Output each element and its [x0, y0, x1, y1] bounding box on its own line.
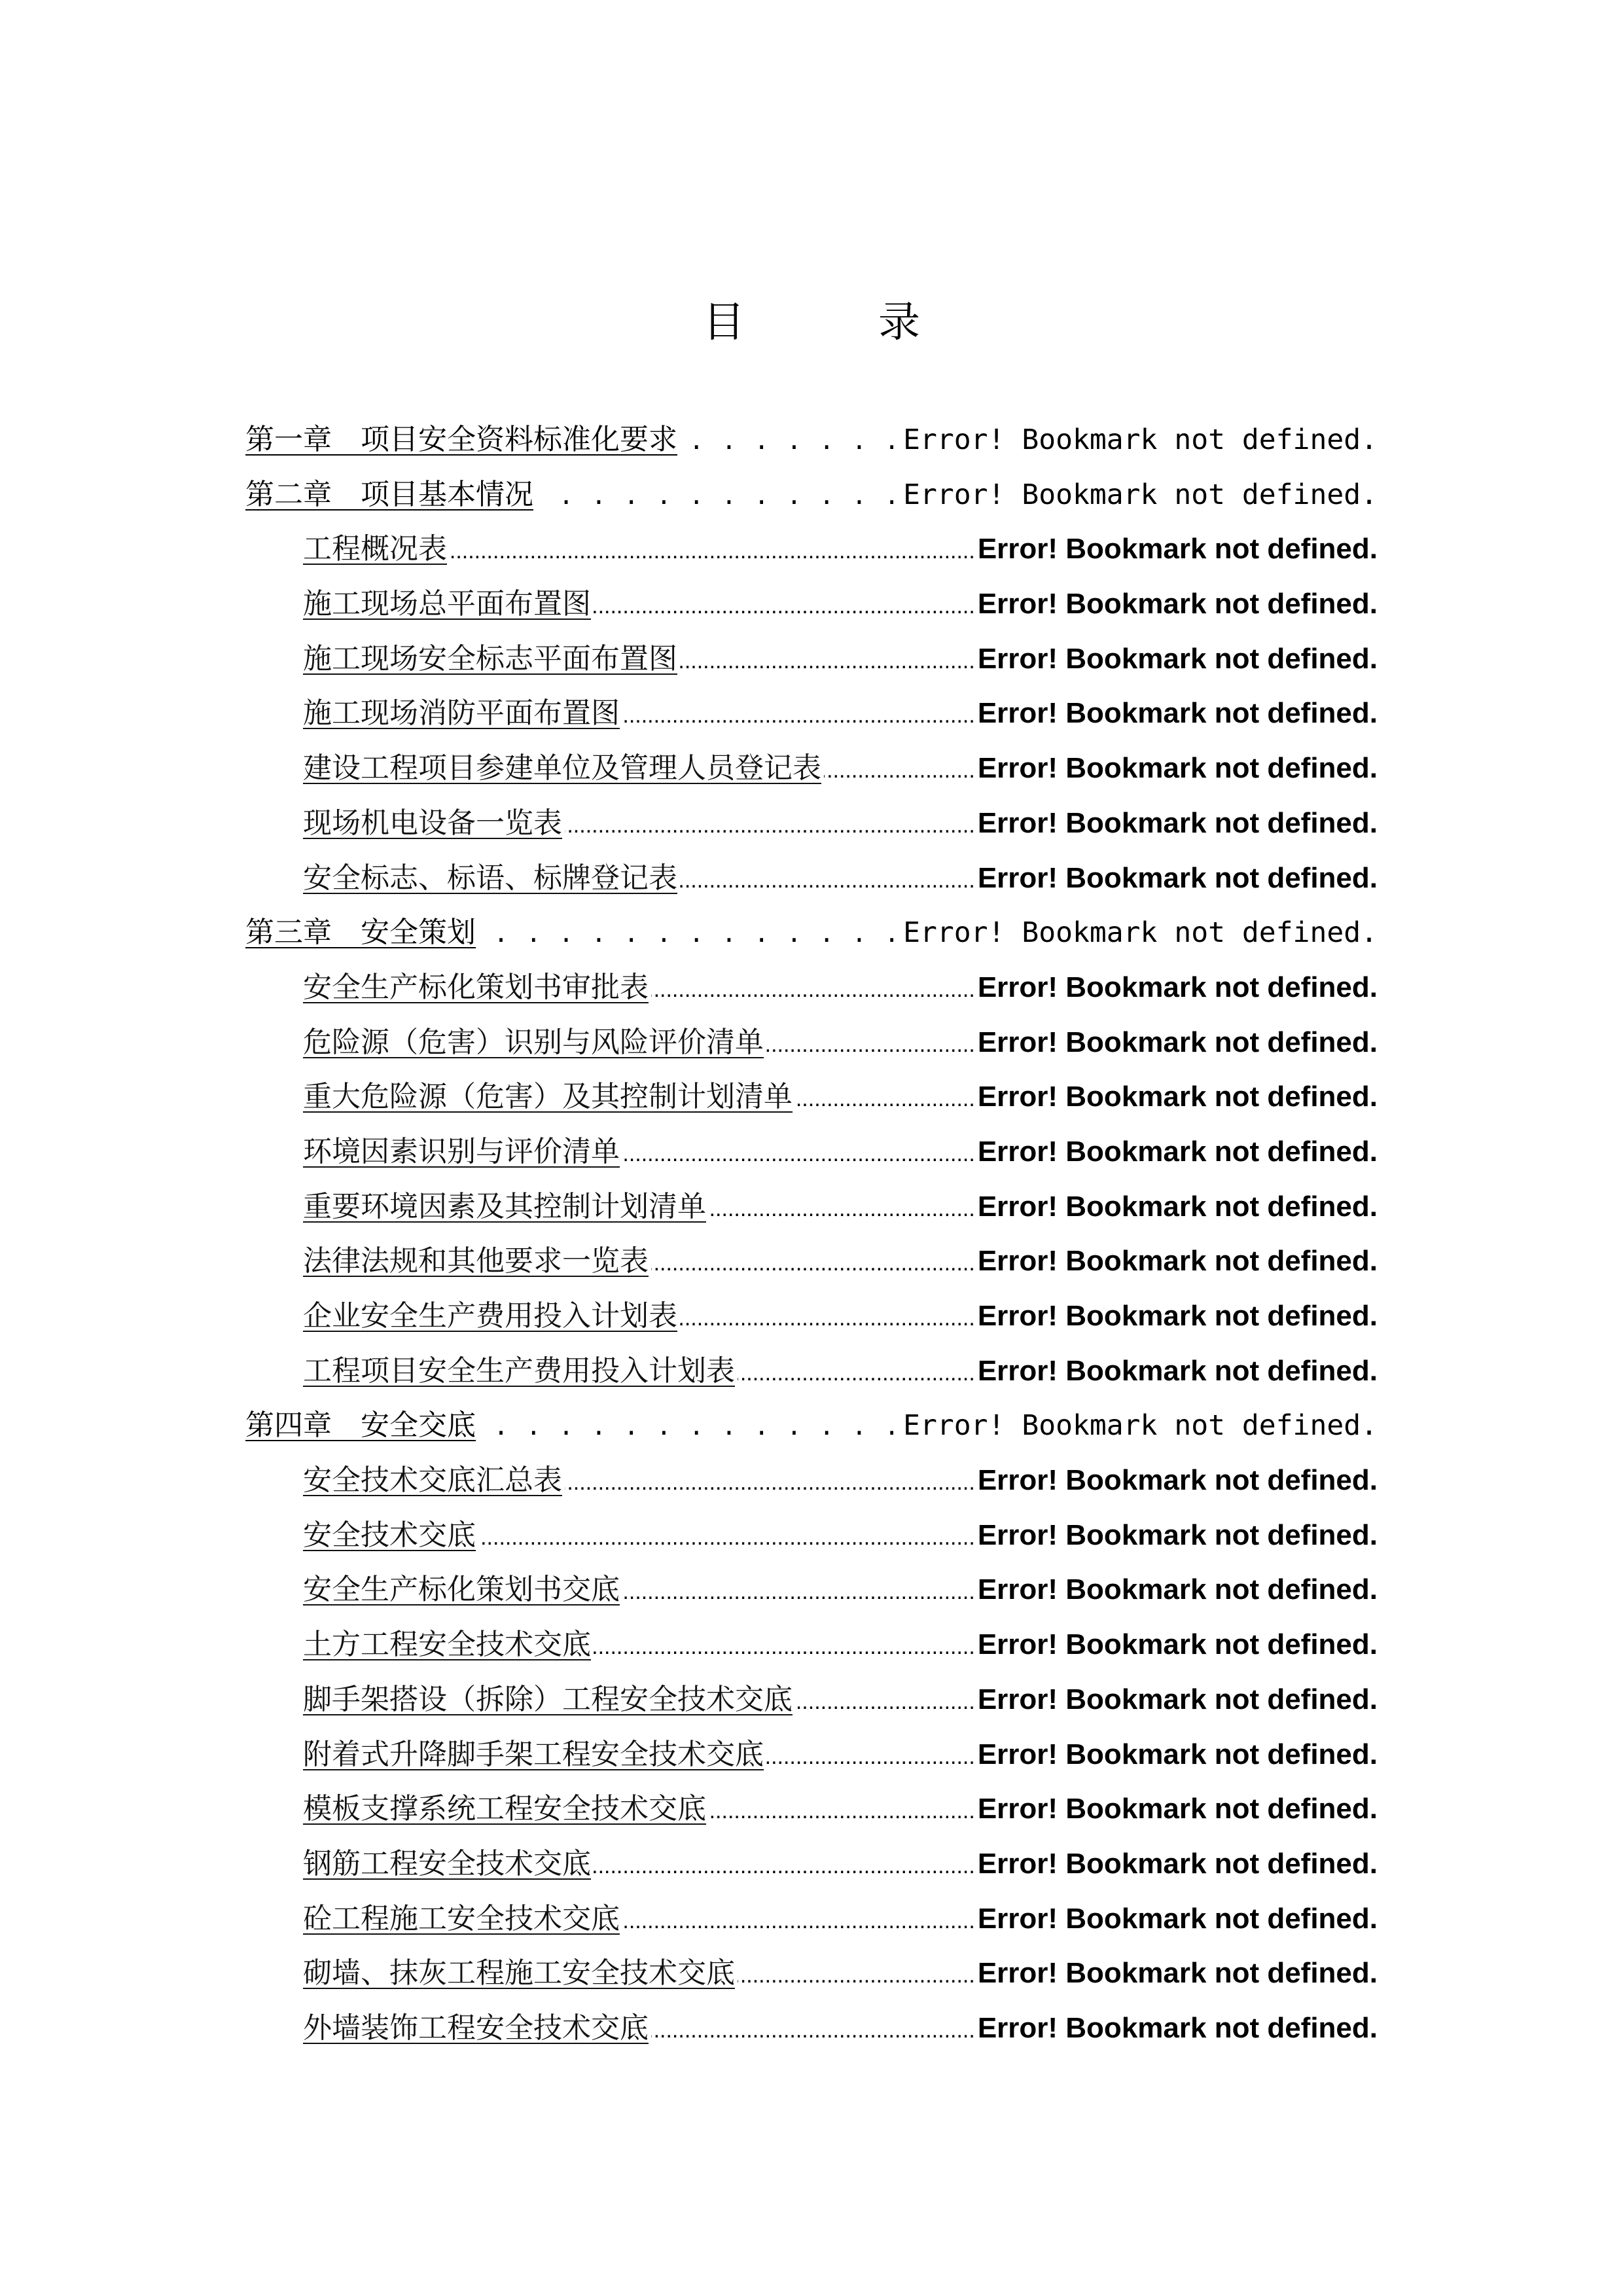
toc-dot-leader: [651, 963, 975, 1015]
toc-page-reference: Error! Bookmark not defined.: [977, 971, 1378, 1003]
toc-entry-label[interactable]: 重大危险源（危害）及其控制计划清单: [303, 1080, 793, 1114]
toc-dot-leader: [766, 1018, 975, 1070]
toc-entry-label[interactable]: 土方工程安全技术交底: [303, 1628, 591, 1662]
toc-entry-label[interactable]: 企业安全生产费用投入计划表: [303, 1299, 677, 1333]
toc-dot-leader: [450, 524, 975, 577]
toc-entry-label[interactable]: 施工现场消防平面布置图: [303, 696, 620, 730]
toc-page-reference: Error! Bookmark not defined.: [977, 1902, 1378, 1935]
toc-dot-leader: [594, 579, 975, 632]
toc-section-entry[interactable]: [245, 1234, 1378, 1289]
toc-dot-leader: [795, 1072, 975, 1124]
toc-entry-label[interactable]: 第三章 安全策划: [245, 916, 476, 950]
toc-section-entry[interactable]: [245, 1946, 1378, 2001]
toc-section-entry[interactable]: [245, 1562, 1378, 1617]
toc-page-reference: Error! Bookmark not defined.: [903, 916, 1378, 950]
toc-entry-label[interactable]: 安全生产标化策划书交底: [303, 1573, 620, 1607]
toc-dot-leader: [738, 1948, 975, 2001]
toc-dot-leader: [565, 1456, 975, 1508]
toc-page-reference: Error! Bookmark not defined.: [977, 1190, 1378, 1223]
toc-dot-leader: [766, 1730, 975, 1782]
toc-chapter-entry[interactable]: [245, 905, 1378, 960]
toc-section-entry[interactable]: [245, 632, 1378, 687]
toc-dot-leader: [680, 853, 975, 906]
toc-section-entry[interactable]: [245, 851, 1378, 906]
toc-page-reference: Error! Bookmark not defined.: [977, 1026, 1378, 1058]
toc-section-entry[interactable]: [245, 1344, 1378, 1399]
toc-dot-leader: [622, 1127, 975, 1179]
toc-section-entry[interactable]: [245, 796, 1378, 851]
toc-dot-leader: [594, 1620, 975, 1672]
toc-chapter-entry[interactable]: [245, 1398, 1378, 1453]
toc-section-entry[interactable]: [245, 1617, 1378, 1672]
toc-entry-label[interactable]: 模板支撑系统工程安全技术交底: [303, 1792, 706, 1826]
toc-entry-label[interactable]: 施工现场安全标志平面布置图: [303, 641, 677, 675]
toc-section-entry[interactable]: [245, 522, 1378, 577]
toc-page-reference: Error! Bookmark not defined.: [977, 1793, 1378, 1825]
toc-dot-leader: [622, 1894, 975, 1946]
toc-dot-leader: [709, 1784, 975, 1837]
toc-section-entry[interactable]: [245, 577, 1378, 632]
toc-dot-leader: [622, 689, 975, 741]
toc-dot-leader: [651, 2003, 975, 2056]
toc-entry-label[interactable]: 外墙装饰工程安全技术交底: [303, 2011, 649, 2045]
toc-dot-leader: [651, 1236, 975, 1289]
toc-entry-label[interactable]: 砼工程施工安全技术交底: [303, 1901, 620, 1935]
toc-dot-leader: [565, 798, 975, 851]
toc-section-entry[interactable]: [245, 1782, 1378, 1837]
toc-entry-label[interactable]: 施工现场总平面布置图: [303, 587, 591, 621]
toc-section-entry[interactable]: [245, 1179, 1378, 1234]
toc-entry-label[interactable]: 脚手架搭设（拆除）工程安全技术交底: [303, 1682, 793, 1716]
toc-page-reference: Error! Bookmark not defined.: [977, 588, 1378, 620]
toc-page-reference: Error! Bookmark not defined.: [977, 1081, 1378, 1113]
toc-section-entry[interactable]: [245, 1453, 1378, 1508]
toc-section-entry[interactable]: [245, 1508, 1378, 1563]
table-of-contents: [245, 412, 1378, 2056]
toc-section-entry[interactable]: [245, 1892, 1378, 1946]
toc-section-entry[interactable]: [245, 1069, 1378, 1124]
toc-entry-label[interactable]: 第一章 项目安全资料标准化要求: [245, 423, 677, 456]
toc-section-entry[interactable]: [245, 686, 1378, 741]
toc-page-reference: Error! Bookmark not defined.: [977, 1135, 1378, 1168]
toc-page-reference: Error! Bookmark not defined.: [977, 806, 1378, 839]
toc-entry-label[interactable]: 砌墙、抹灰工程施工安全技术交底: [303, 1956, 735, 1990]
toc-dot-leader: [738, 1346, 975, 1399]
toc-page-reference: Error! Bookmark not defined.: [977, 1464, 1378, 1497]
toc-entry-label[interactable]: 第二章 项目基本情况: [245, 477, 533, 511]
toc-entry-label[interactable]: 法律法规和其他要求一览表: [303, 1244, 649, 1278]
toc-entry-label[interactable]: 工程项目安全生产费用投入计划表: [303, 1354, 735, 1388]
toc-page-reference: Error! Bookmark not defined.: [977, 642, 1378, 675]
toc-section-entry[interactable]: [245, 1727, 1378, 1782]
toc-dot-leader: [478, 906, 901, 960]
toc-entry-label[interactable]: 安全生产标化策划书审批表: [303, 970, 649, 1004]
toc-page-reference: Error! Bookmark not defined.: [903, 1409, 1378, 1443]
toc-dot-leader: [709, 1182, 975, 1234]
toc-page-reference: Error! Bookmark not defined.: [977, 1847, 1378, 1880]
toc-dot-leader: [622, 1565, 975, 1617]
toc-page-reference: Error! Bookmark not defined.: [977, 1300, 1378, 1332]
toc-page-reference: Error! Bookmark not defined.: [977, 2011, 1378, 2044]
toc-dot-leader: [680, 634, 975, 687]
toc-entry-label[interactable]: 安全技术交底: [303, 1518, 476, 1552]
toc-section-entry[interactable]: [245, 1289, 1378, 1344]
toc-dot-leader: [478, 1511, 975, 1563]
toc-page-reference: Error! Bookmark not defined.: [903, 423, 1378, 456]
toc-dot-leader: [795, 1675, 975, 1727]
toc-title: 目 录: [703, 298, 966, 347]
toc-section-entry[interactable]: [245, 960, 1378, 1015]
toc-page-reference: Error! Bookmark not defined.: [977, 1738, 1378, 1770]
toc-page-reference: Error! Bookmark not defined.: [977, 1683, 1378, 1715]
toc-chapter-entry[interactable]: [245, 467, 1378, 522]
toc-dot-leader: [680, 1291, 975, 1344]
toc-page-reference: Error! Bookmark not defined.: [977, 1518, 1378, 1551]
toc-dot-leader: [680, 414, 901, 467]
toc-page-reference: Error! Bookmark not defined.: [977, 697, 1378, 730]
toc-section-entry[interactable]: [245, 1672, 1378, 1727]
toc-section-entry[interactable]: [245, 741, 1378, 796]
toc-entry-label[interactable]: 钢筋工程安全技术交底: [303, 1846, 591, 1880]
toc-entry-label[interactable]: 安全技术交底汇总表: [303, 1463, 562, 1498]
toc-page-reference: Error! Bookmark not defined.: [977, 861, 1378, 894]
toc-page-reference: Error! Bookmark not defined.: [977, 533, 1378, 565]
toc-entry-label[interactable]: 工程概况表: [303, 532, 447, 566]
toc-entry-label[interactable]: 环境因素识别与评价清单: [303, 1134, 620, 1168]
toc-dot-leader: [536, 469, 901, 522]
toc-section-entry[interactable]: [245, 1837, 1378, 1892]
toc-entry-label[interactable]: 安全标志、标语、标牌登记表: [303, 861, 677, 895]
toc-entry-label[interactable]: 附着式升降脚手架工程安全技术交底: [303, 1737, 764, 1771]
toc-dot-leader: [824, 744, 975, 796]
toc-dot-leader: [478, 1399, 901, 1453]
toc-page-reference: Error! Bookmark not defined.: [977, 1354, 1378, 1387]
toc-entry-label[interactable]: 重要环境因素及其控制计划清单: [303, 1189, 706, 1223]
toc-section-entry[interactable]: [245, 1124, 1378, 1179]
toc-section-entry[interactable]: [245, 2001, 1378, 2056]
toc-page-reference: Error! Bookmark not defined.: [977, 1573, 1378, 1606]
toc-page-reference: Error! Bookmark not defined.: [903, 478, 1378, 511]
toc-chapter-entry[interactable]: [245, 412, 1378, 467]
toc-entry-label[interactable]: 建设工程项目参建单位及管理人员登记表: [303, 751, 821, 785]
toc-entry-label[interactable]: 现场机电设备一览表: [303, 806, 562, 840]
toc-page-reference: Error! Bookmark not defined.: [977, 1628, 1378, 1661]
toc-entry-label[interactable]: 危险源（危害）识别与风险评价清单: [303, 1025, 764, 1059]
toc-page-reference: Error! Bookmark not defined.: [977, 1957, 1378, 1990]
toc-entry-label[interactable]: 第四章 安全交底: [245, 1408, 476, 1443]
toc-page-reference: Error! Bookmark not defined.: [977, 752, 1378, 785]
toc-page-reference: Error! Bookmark not defined.: [977, 1245, 1378, 1278]
toc-dot-leader: [594, 1839, 975, 1892]
toc-section-entry[interactable]: [245, 1015, 1378, 1070]
